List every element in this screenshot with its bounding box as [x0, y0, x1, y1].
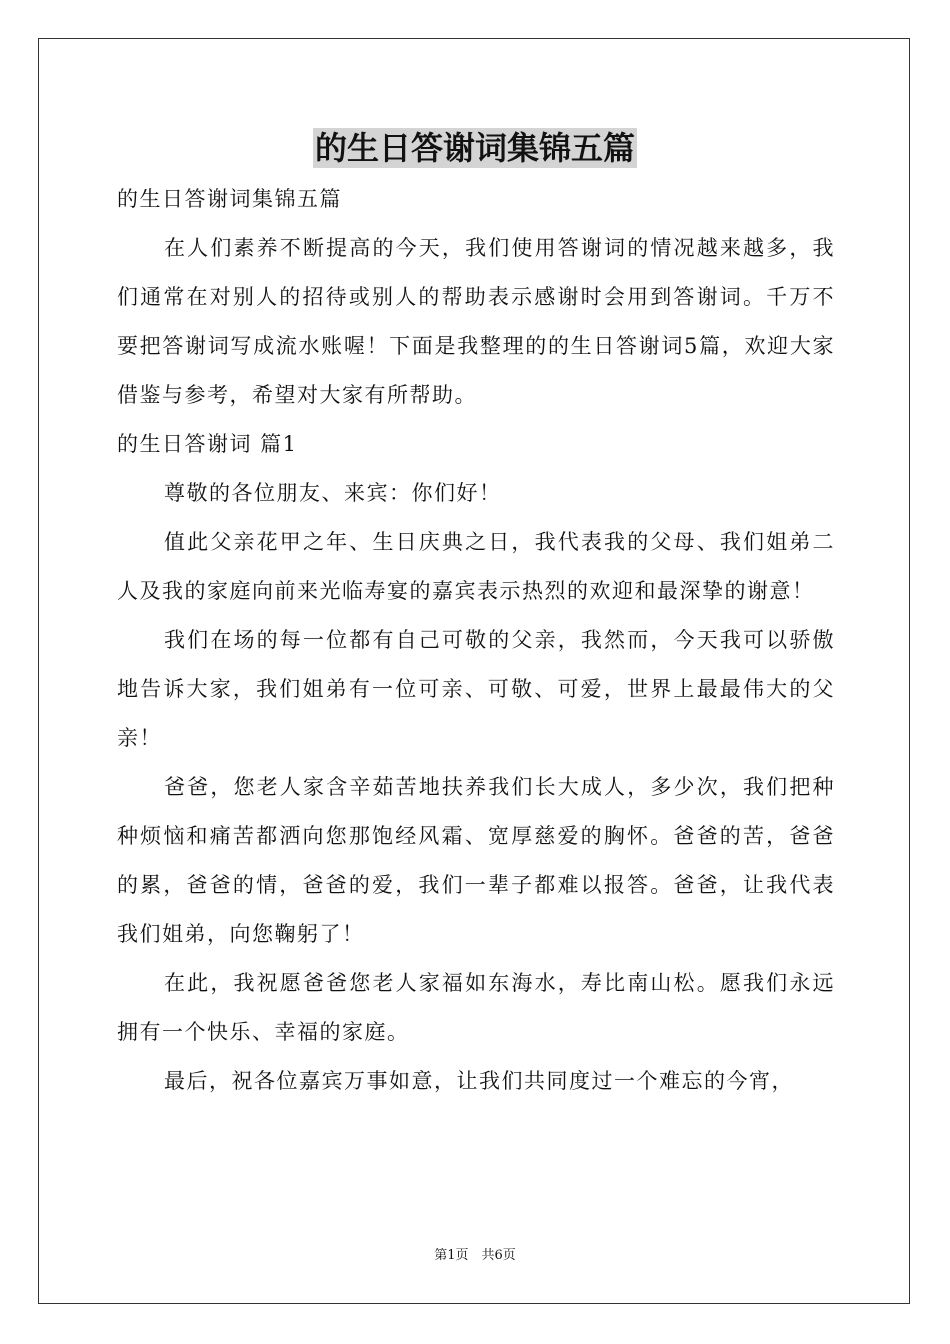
paragraph: 爸爸，您老人家含辛茹苦地扶养我们长大成人，多少次，我们把种种烦恼和痛苦都洒向您那饱经风霜、宽厚慈爱的胸怀。爸爸的苦，爸爸的累，爸爸的情，爸爸的爱，我们一辈子都难以报答。爸爸，让我代表我们姐弟，向您鞠躬了！: [117, 775, 835, 946]
document-title: [0, 128, 950, 174]
paragraph: 值此父亲花甲之年、生日庆典之日，我代表我的父母、我们姐弟二人及我的家庭向前来光临寿宴的嘉宾表示热烈的欢迎和最深挚的谢意！: [117, 530, 835, 603]
paragraph: 的生日答谢词集锦五篇: [117, 187, 342, 211]
paragraph: 我们在场的每一位都有自己可敬的父亲，我然而，今天我可以骄傲地告诉大家，我们姐弟有一位可亲、可敬、可爱，世界上最最伟大的父亲！: [117, 628, 835, 750]
title-text: 的生日答谢词集锦五篇: [314, 129, 635, 167]
paragraph: 在人们素养不断提高的今天，我们使用答谢词的情况越来越多，我们通常在对别人的招待或别人的帮助表示感谢时会用到答谢词。千万不要把答谢词写成流水账喔！下面是我整理的的生日答谢词5篇，欢迎大家借鉴与参考，希望对大家有所帮助。: [117, 236, 835, 407]
page-footer: 第1页 共6页: [434, 1248, 516, 1263]
paragraph: 在此，我祝愿爸爸您老人家福如东海水，寿比南山松。愿我们永远拥有一个快乐、幸福的家庭。: [117, 971, 835, 1044]
paragraph: 最后，祝各位嘉宾万事如意，让我们共同度过一个难忘的今宵，: [164, 1069, 794, 1093]
document-body: [117, 175, 835, 1106]
paragraph: 的生日答谢词 篇1: [117, 432, 298, 456]
paragraph: 尊敬的各位朋友、来宾：你们好！: [164, 481, 502, 505]
